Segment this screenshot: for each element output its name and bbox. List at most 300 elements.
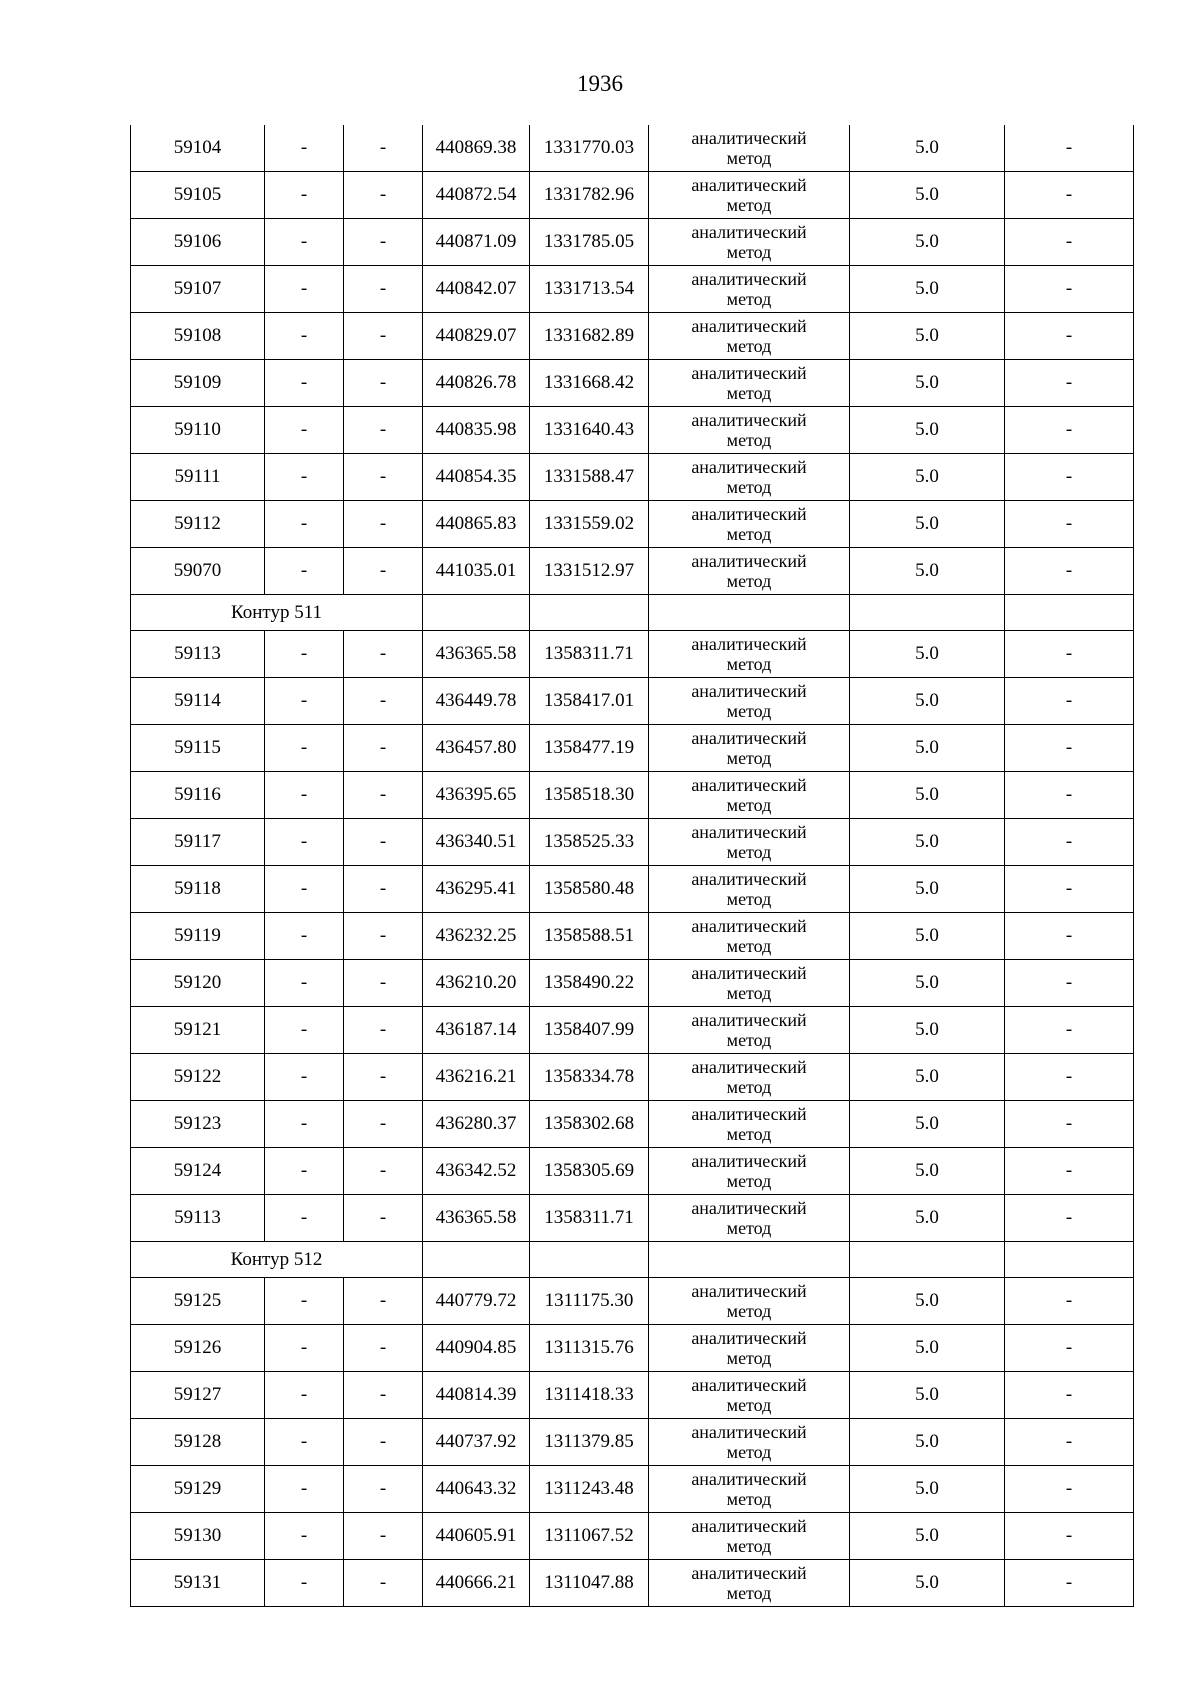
dash-cell: - bbox=[1005, 1513, 1134, 1560]
dash-cell: - bbox=[344, 866, 423, 913]
dash-cell: - bbox=[1005, 1007, 1134, 1054]
table-row bbox=[131, 1007, 1134, 1054]
table-row bbox=[131, 1148, 1134, 1195]
dash-cell: - bbox=[265, 407, 344, 454]
method-line-1: аналитический bbox=[691, 551, 807, 571]
method-line-2: метод bbox=[726, 1030, 772, 1050]
method-line-2: метод bbox=[726, 195, 772, 215]
table-row bbox=[131, 1372, 1134, 1419]
y-coordinate-cell: 1358311.71 bbox=[530, 1195, 649, 1242]
x-coordinate-cell: 440829.07 bbox=[423, 313, 530, 360]
method-cell bbox=[649, 819, 850, 866]
dash-cell: - bbox=[265, 1513, 344, 1560]
dash-cell: - bbox=[344, 125, 423, 172]
method-line-2: метод bbox=[726, 1348, 772, 1368]
accuracy-cell: 5.0 bbox=[850, 1195, 1005, 1242]
accuracy-cell: 5.0 bbox=[850, 548, 1005, 595]
dash-cell: - bbox=[344, 1101, 423, 1148]
accuracy-cell: 5.0 bbox=[850, 1148, 1005, 1195]
point-id-cell: 59105 bbox=[131, 172, 265, 219]
y-coordinate-cell: 1358305.69 bbox=[530, 1148, 649, 1195]
y-coordinate-cell: 1311379.85 bbox=[530, 1419, 649, 1466]
method-cell bbox=[649, 360, 850, 407]
dash-cell: - bbox=[1005, 501, 1134, 548]
y-coordinate-cell: 1331785.05 bbox=[530, 219, 649, 266]
method-line-1: аналитический bbox=[691, 822, 807, 842]
table-row bbox=[131, 725, 1134, 772]
method-line-1: аналитический bbox=[691, 1104, 807, 1124]
method-line-1: аналитический bbox=[691, 681, 807, 701]
dash-cell: - bbox=[265, 960, 344, 1007]
method-line-1: аналитический bbox=[691, 1281, 807, 1301]
dash-cell: - bbox=[344, 960, 423, 1007]
x-coordinate-cell: 440779.72 bbox=[423, 1278, 530, 1325]
method-cell bbox=[649, 407, 850, 454]
dash-cell: - bbox=[265, 548, 344, 595]
dash-cell: - bbox=[1005, 1101, 1134, 1148]
table-row bbox=[131, 960, 1134, 1007]
x-coordinate-cell: 436395.65 bbox=[423, 772, 530, 819]
empty-cell bbox=[1005, 1242, 1134, 1278]
method-cell bbox=[649, 1325, 850, 1372]
table-row bbox=[131, 631, 1134, 678]
dash-cell: - bbox=[265, 266, 344, 313]
table-row bbox=[131, 548, 1134, 595]
x-coordinate-cell: 436187.14 bbox=[423, 1007, 530, 1054]
dash-cell: - bbox=[265, 1560, 344, 1607]
method-line-1: аналитический bbox=[691, 269, 807, 289]
x-coordinate-cell: 441035.01 bbox=[423, 548, 530, 595]
method-line-1: аналитический bbox=[691, 128, 807, 148]
method-line-1: аналитический bbox=[691, 1010, 807, 1030]
method-cell bbox=[649, 1148, 850, 1195]
y-coordinate-cell: 1311175.30 bbox=[530, 1278, 649, 1325]
method-line-1: аналитический bbox=[691, 1563, 807, 1583]
accuracy-cell: 5.0 bbox=[850, 1278, 1005, 1325]
method-cell bbox=[649, 913, 850, 960]
dash-cell: - bbox=[1005, 866, 1134, 913]
dash-cell: - bbox=[265, 678, 344, 725]
method-line-2: метод bbox=[726, 289, 772, 309]
accuracy-cell: 5.0 bbox=[850, 1466, 1005, 1513]
point-id-cell: 59125 bbox=[131, 1278, 265, 1325]
accuracy-cell: 5.0 bbox=[850, 866, 1005, 913]
accuracy-cell: 5.0 bbox=[850, 1419, 1005, 1466]
method-line-1: аналитический bbox=[691, 1516, 807, 1536]
method-cell bbox=[649, 454, 850, 501]
y-coordinate-cell: 1358580.48 bbox=[530, 866, 649, 913]
method-line-2: метод bbox=[726, 477, 772, 497]
table-row bbox=[131, 313, 1134, 360]
y-coordinate-cell: 1331782.96 bbox=[530, 172, 649, 219]
method-cell bbox=[649, 1466, 850, 1513]
table-row bbox=[131, 266, 1134, 313]
table-row bbox=[131, 913, 1134, 960]
dash-cell: - bbox=[265, 1372, 344, 1419]
dash-cell: - bbox=[344, 772, 423, 819]
accuracy-cell: 5.0 bbox=[850, 960, 1005, 1007]
dash-cell: - bbox=[344, 1007, 423, 1054]
table-row bbox=[131, 407, 1134, 454]
method-cell bbox=[649, 1101, 850, 1148]
method-cell bbox=[649, 678, 850, 725]
dash-cell: - bbox=[265, 219, 344, 266]
method-line-2: метод bbox=[726, 1395, 772, 1415]
dash-cell: - bbox=[1005, 1560, 1134, 1607]
dash-cell: - bbox=[1005, 1325, 1134, 1372]
dash-cell: - bbox=[1005, 1372, 1134, 1419]
dash-cell: - bbox=[344, 1148, 423, 1195]
accuracy-cell: 5.0 bbox=[850, 1372, 1005, 1419]
method-cell bbox=[649, 125, 850, 172]
accuracy-cell: 5.0 bbox=[850, 678, 1005, 725]
method-cell bbox=[649, 548, 850, 595]
x-coordinate-cell: 436280.37 bbox=[423, 1101, 530, 1148]
table-row bbox=[131, 1278, 1134, 1325]
y-coordinate-cell: 1331640.43 bbox=[530, 407, 649, 454]
dash-cell: - bbox=[344, 1513, 423, 1560]
method-cell bbox=[649, 501, 850, 548]
y-coordinate-cell: 1358588.51 bbox=[530, 913, 649, 960]
method-line-1: аналитический bbox=[691, 222, 807, 242]
dash-cell: - bbox=[265, 772, 344, 819]
table-row bbox=[131, 1325, 1134, 1372]
method-line-1: аналитический bbox=[691, 504, 807, 524]
x-coordinate-cell: 436232.25 bbox=[423, 913, 530, 960]
x-coordinate-cell: 436449.78 bbox=[423, 678, 530, 725]
method-cell bbox=[649, 1007, 850, 1054]
x-coordinate-cell: 436295.41 bbox=[423, 866, 530, 913]
accuracy-cell: 5.0 bbox=[850, 454, 1005, 501]
point-id-cell: 59130 bbox=[131, 1513, 265, 1560]
method-line-2: метод bbox=[726, 1489, 772, 1509]
y-coordinate-cell: 1358302.68 bbox=[530, 1101, 649, 1148]
method-line-2: метод bbox=[726, 983, 772, 1003]
dash-cell: - bbox=[265, 866, 344, 913]
accuracy-cell: 5.0 bbox=[850, 360, 1005, 407]
x-coordinate-cell: 440666.21 bbox=[423, 1560, 530, 1607]
method-line-2: метод bbox=[726, 1442, 772, 1462]
x-coordinate-cell: 440814.39 bbox=[423, 1372, 530, 1419]
method-line-1: аналитический bbox=[691, 963, 807, 983]
dash-cell: - bbox=[344, 1195, 423, 1242]
method-cell bbox=[649, 1513, 850, 1560]
dash-cell: - bbox=[1005, 407, 1134, 454]
method-line-1: аналитический bbox=[691, 1375, 807, 1395]
method-cell bbox=[649, 1372, 850, 1419]
x-coordinate-cell: 436365.58 bbox=[423, 631, 530, 678]
dash-cell: - bbox=[265, 1101, 344, 1148]
method-line-1: аналитический bbox=[691, 457, 807, 477]
empty-cell bbox=[423, 1242, 530, 1278]
dash-cell: - bbox=[265, 1054, 344, 1101]
dash-cell: - bbox=[344, 1372, 423, 1419]
point-id-cell: 59113 bbox=[131, 1195, 265, 1242]
x-coordinate-cell: 440869.38 bbox=[423, 125, 530, 172]
dash-cell: - bbox=[265, 819, 344, 866]
dash-cell: - bbox=[1005, 266, 1134, 313]
dash-cell: - bbox=[265, 125, 344, 172]
x-coordinate-cell: 440737.92 bbox=[423, 1419, 530, 1466]
contour-label: Контур 511 bbox=[131, 595, 423, 631]
y-coordinate-cell: 1358525.33 bbox=[530, 819, 649, 866]
method-line-2: метод bbox=[726, 524, 772, 544]
y-coordinate-cell: 1331588.47 bbox=[530, 454, 649, 501]
point-id-cell: 59123 bbox=[131, 1101, 265, 1148]
dash-cell: - bbox=[344, 172, 423, 219]
method-cell bbox=[649, 960, 850, 1007]
table-row bbox=[131, 678, 1134, 725]
dash-cell: - bbox=[344, 678, 423, 725]
method-line-1: аналитический bbox=[691, 916, 807, 936]
x-coordinate-cell: 440854.35 bbox=[423, 454, 530, 501]
dash-cell: - bbox=[344, 548, 423, 595]
method-line-2: метод bbox=[726, 148, 772, 168]
x-coordinate-cell: 440904.85 bbox=[423, 1325, 530, 1372]
x-coordinate-cell: 440842.07 bbox=[423, 266, 530, 313]
contour-header-row bbox=[131, 595, 1134, 631]
method-line-2: метод bbox=[726, 1124, 772, 1144]
dash-cell: - bbox=[344, 501, 423, 548]
method-line-2: метод bbox=[726, 430, 772, 450]
empty-cell bbox=[649, 595, 850, 631]
dash-cell: - bbox=[1005, 454, 1134, 501]
method-line-2: метод bbox=[726, 701, 772, 721]
point-id-cell: 59110 bbox=[131, 407, 265, 454]
table-row bbox=[131, 1419, 1134, 1466]
method-line-2: метод bbox=[726, 383, 772, 403]
method-cell bbox=[649, 1278, 850, 1325]
point-id-cell: 59119 bbox=[131, 913, 265, 960]
method-cell bbox=[649, 631, 850, 678]
point-id-cell: 59131 bbox=[131, 1560, 265, 1607]
method-line-2: метод bbox=[726, 1171, 772, 1191]
dash-cell: - bbox=[1005, 772, 1134, 819]
point-id-cell: 59122 bbox=[131, 1054, 265, 1101]
x-coordinate-cell: 436457.80 bbox=[423, 725, 530, 772]
table-row bbox=[131, 172, 1134, 219]
empty-cell bbox=[530, 1242, 649, 1278]
dash-cell: - bbox=[265, 1195, 344, 1242]
dash-cell: - bbox=[265, 501, 344, 548]
method-line-1: аналитический bbox=[691, 728, 807, 748]
method-cell bbox=[649, 772, 850, 819]
table-row bbox=[131, 772, 1134, 819]
dash-cell: - bbox=[1005, 960, 1134, 1007]
point-id-cell: 59112 bbox=[131, 501, 265, 548]
dash-cell: - bbox=[1005, 631, 1134, 678]
table-row bbox=[131, 819, 1134, 866]
point-id-cell: 59111 bbox=[131, 454, 265, 501]
dash-cell: - bbox=[1005, 1278, 1134, 1325]
y-coordinate-cell: 1358490.22 bbox=[530, 960, 649, 1007]
y-coordinate-cell: 1311243.48 bbox=[530, 1466, 649, 1513]
dash-cell: - bbox=[344, 454, 423, 501]
dash-cell: - bbox=[344, 725, 423, 772]
dash-cell: - bbox=[344, 1278, 423, 1325]
method-line-2: метод bbox=[726, 1218, 772, 1238]
dash-cell: - bbox=[265, 913, 344, 960]
method-line-2: метод bbox=[726, 795, 772, 815]
dash-cell: - bbox=[344, 631, 423, 678]
dash-cell: - bbox=[1005, 1466, 1134, 1513]
method-cell bbox=[649, 866, 850, 913]
dash-cell: - bbox=[1005, 1419, 1134, 1466]
method-cell bbox=[649, 172, 850, 219]
dash-cell: - bbox=[265, 1278, 344, 1325]
accuracy-cell: 5.0 bbox=[850, 1325, 1005, 1372]
dash-cell: - bbox=[1005, 819, 1134, 866]
coordinates-table bbox=[130, 125, 1134, 1607]
dash-cell: - bbox=[1005, 360, 1134, 407]
table-row bbox=[131, 1054, 1134, 1101]
method-line-2: метод bbox=[726, 336, 772, 356]
dash-cell: - bbox=[344, 913, 423, 960]
accuracy-cell: 5.0 bbox=[850, 219, 1005, 266]
point-id-cell: 59126 bbox=[131, 1325, 265, 1372]
dash-cell: - bbox=[265, 725, 344, 772]
accuracy-cell: 5.0 bbox=[850, 819, 1005, 866]
dash-cell: - bbox=[344, 313, 423, 360]
accuracy-cell: 5.0 bbox=[850, 501, 1005, 548]
y-coordinate-cell: 1358477.19 bbox=[530, 725, 649, 772]
dash-cell: - bbox=[344, 819, 423, 866]
y-coordinate-cell: 1331512.97 bbox=[530, 548, 649, 595]
method-line-1: аналитический bbox=[691, 634, 807, 654]
point-id-cell: 59124 bbox=[131, 1148, 265, 1195]
point-id-cell: 59104 bbox=[131, 125, 265, 172]
dash-cell: - bbox=[1005, 1195, 1134, 1242]
accuracy-cell: 5.0 bbox=[850, 1101, 1005, 1148]
contour-label: Контур 512 bbox=[131, 1242, 423, 1278]
dash-cell: - bbox=[1005, 313, 1134, 360]
dash-cell: - bbox=[344, 1054, 423, 1101]
dash-cell: - bbox=[344, 407, 423, 454]
y-coordinate-cell: 1311047.88 bbox=[530, 1560, 649, 1607]
table-row bbox=[131, 360, 1134, 407]
method-line-2: метод bbox=[726, 571, 772, 591]
method-line-2: метод bbox=[726, 1077, 772, 1097]
dash-cell: - bbox=[344, 1466, 423, 1513]
y-coordinate-cell: 1358407.99 bbox=[530, 1007, 649, 1054]
x-coordinate-cell: 436216.21 bbox=[423, 1054, 530, 1101]
x-coordinate-cell: 436210.20 bbox=[423, 960, 530, 1007]
accuracy-cell: 5.0 bbox=[850, 772, 1005, 819]
dash-cell: - bbox=[344, 1325, 423, 1372]
y-coordinate-cell: 1311315.76 bbox=[530, 1325, 649, 1372]
y-coordinate-cell: 1358334.78 bbox=[530, 1054, 649, 1101]
method-line-2: метод bbox=[726, 889, 772, 909]
dash-cell: - bbox=[265, 631, 344, 678]
method-cell bbox=[649, 1054, 850, 1101]
dash-cell: - bbox=[265, 1007, 344, 1054]
y-coordinate-cell: 1358311.71 bbox=[530, 631, 649, 678]
method-cell bbox=[649, 1419, 850, 1466]
dash-cell: - bbox=[344, 360, 423, 407]
dash-cell: - bbox=[344, 1419, 423, 1466]
method-line-2: метод bbox=[726, 842, 772, 862]
x-coordinate-cell: 440871.09 bbox=[423, 219, 530, 266]
empty-cell bbox=[530, 595, 649, 631]
dash-cell: - bbox=[1005, 219, 1134, 266]
table-row bbox=[131, 1466, 1134, 1513]
point-id-cell: 59106 bbox=[131, 219, 265, 266]
accuracy-cell: 5.0 bbox=[850, 407, 1005, 454]
table-row bbox=[131, 501, 1134, 548]
method-line-2: метод bbox=[726, 748, 772, 768]
accuracy-cell: 5.0 bbox=[850, 1513, 1005, 1560]
accuracy-cell: 5.0 bbox=[850, 1560, 1005, 1607]
dash-cell: - bbox=[265, 172, 344, 219]
y-coordinate-cell: 1331713.54 bbox=[530, 266, 649, 313]
point-id-cell: 59070 bbox=[131, 548, 265, 595]
y-coordinate-cell: 1311418.33 bbox=[530, 1372, 649, 1419]
method-line-2: метод bbox=[726, 242, 772, 262]
table-row bbox=[131, 1101, 1134, 1148]
dash-cell: - bbox=[344, 1560, 423, 1607]
accuracy-cell: 5.0 bbox=[850, 913, 1005, 960]
point-id-cell: 59115 bbox=[131, 725, 265, 772]
dash-cell: - bbox=[265, 1419, 344, 1466]
empty-cell bbox=[1005, 595, 1134, 631]
table-row bbox=[131, 125, 1134, 172]
method-line-1: аналитический bbox=[691, 410, 807, 430]
accuracy-cell: 5.0 bbox=[850, 172, 1005, 219]
method-line-2: метод bbox=[726, 1301, 772, 1321]
method-cell bbox=[649, 1560, 850, 1607]
dash-cell: - bbox=[265, 454, 344, 501]
point-id-cell: 59107 bbox=[131, 266, 265, 313]
empty-cell bbox=[850, 1242, 1005, 1278]
x-coordinate-cell: 440872.54 bbox=[423, 172, 530, 219]
point-id-cell: 59109 bbox=[131, 360, 265, 407]
x-coordinate-cell: 440865.83 bbox=[423, 501, 530, 548]
method-line-1: аналитический bbox=[691, 775, 807, 795]
accuracy-cell: 5.0 bbox=[850, 725, 1005, 772]
accuracy-cell: 5.0 bbox=[850, 125, 1005, 172]
accuracy-cell: 5.0 bbox=[850, 1007, 1005, 1054]
x-coordinate-cell: 436365.58 bbox=[423, 1195, 530, 1242]
method-line-1: аналитический bbox=[691, 869, 807, 889]
point-id-cell: 59113 bbox=[131, 631, 265, 678]
accuracy-cell: 5.0 bbox=[850, 266, 1005, 313]
method-cell bbox=[649, 266, 850, 313]
point-id-cell: 59129 bbox=[131, 1466, 265, 1513]
y-coordinate-cell: 1358417.01 bbox=[530, 678, 649, 725]
dash-cell: - bbox=[1005, 1148, 1134, 1195]
dash-cell: - bbox=[344, 266, 423, 313]
dash-cell: - bbox=[1005, 548, 1134, 595]
dash-cell: - bbox=[344, 219, 423, 266]
table-row bbox=[131, 219, 1134, 266]
accuracy-cell: 5.0 bbox=[850, 631, 1005, 678]
point-id-cell: 59117 bbox=[131, 819, 265, 866]
point-id-cell: 59114 bbox=[131, 678, 265, 725]
y-coordinate-cell: 1331682.89 bbox=[530, 313, 649, 360]
dash-cell: - bbox=[265, 1466, 344, 1513]
dash-cell: - bbox=[1005, 125, 1134, 172]
x-coordinate-cell: 440605.91 bbox=[423, 1513, 530, 1560]
x-coordinate-cell: 436342.52 bbox=[423, 1148, 530, 1195]
x-coordinate-cell: 436340.51 bbox=[423, 819, 530, 866]
table-row bbox=[131, 1513, 1134, 1560]
x-coordinate-cell: 440826.78 bbox=[423, 360, 530, 407]
dash-cell: - bbox=[1005, 678, 1134, 725]
method-line-2: метод bbox=[726, 654, 772, 674]
table-row bbox=[131, 454, 1134, 501]
dash-cell: - bbox=[265, 360, 344, 407]
point-id-cell: 59108 bbox=[131, 313, 265, 360]
